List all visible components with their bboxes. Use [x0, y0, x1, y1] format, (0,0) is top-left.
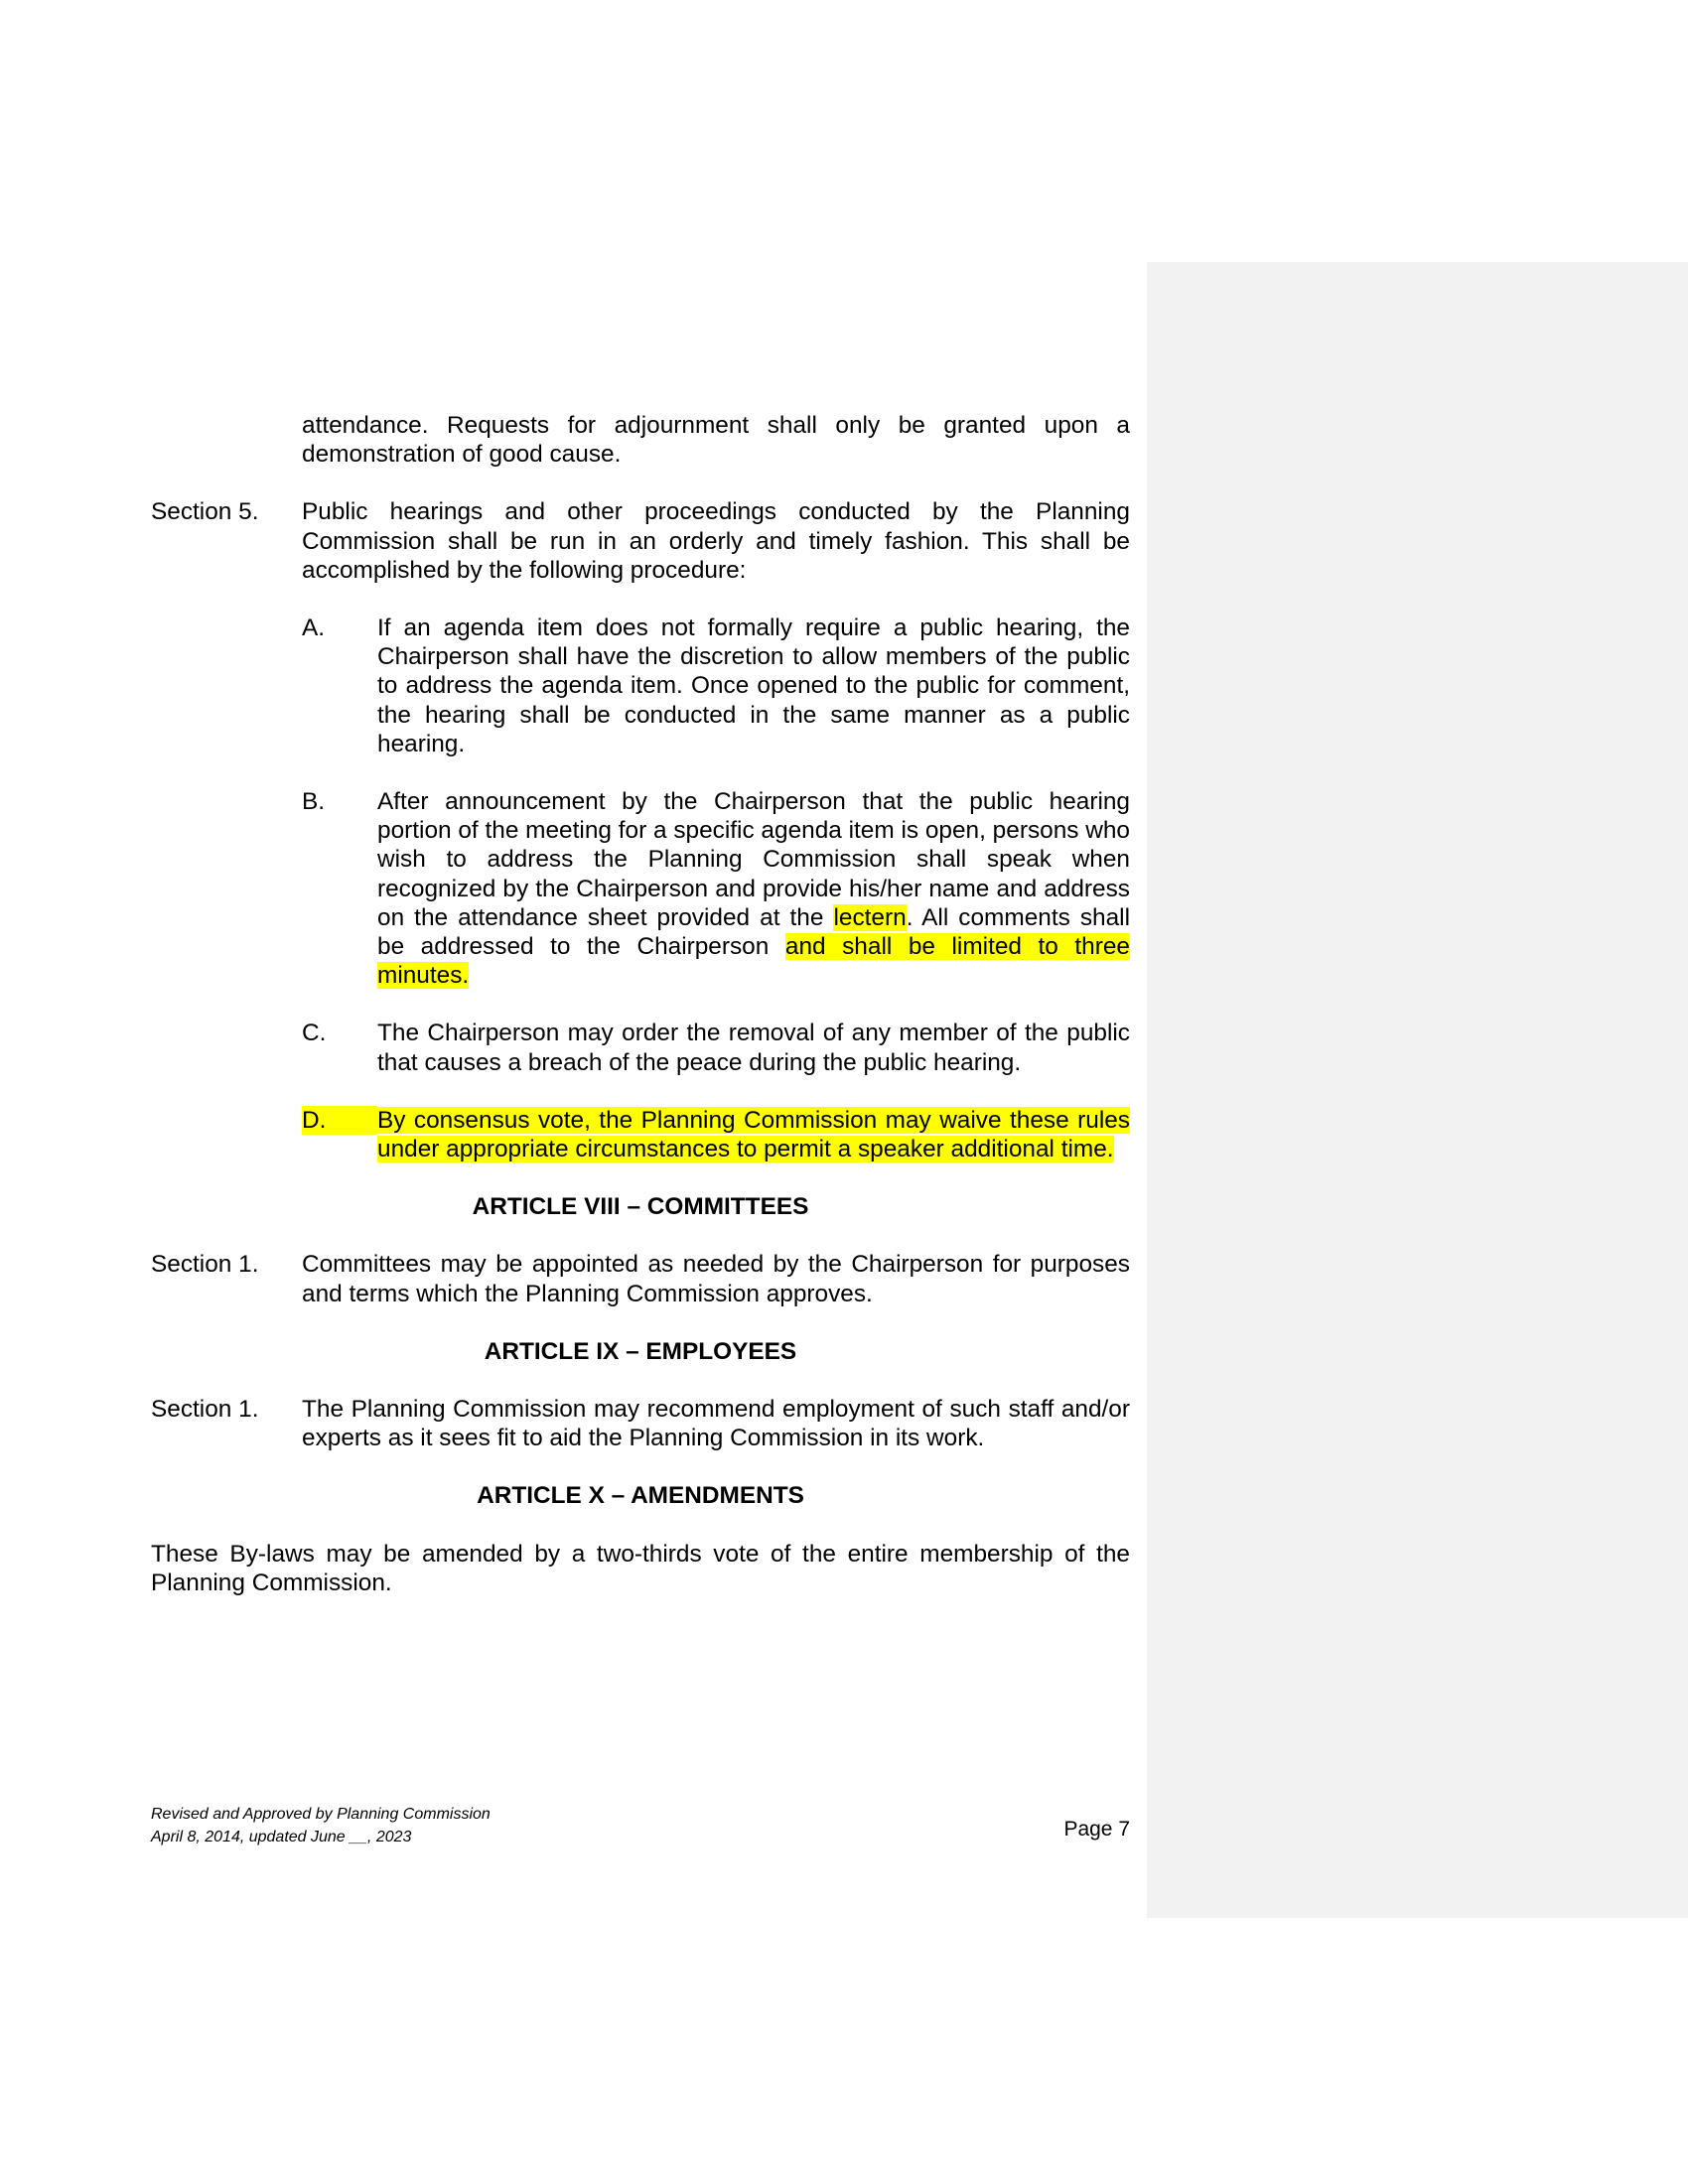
item-letter: B. — [302, 788, 326, 816]
section-label: Section 1. — [151, 1396, 259, 1424]
section-text: The Planning Commission may recommend employment of such staff and/or experts as it sees fit to aid the Planning Commission in its work. — [302, 1396, 1130, 1452]
amendments-paragraph: These By-laws may be amended by a two-thirds vote of the entire membership of the Planning Commission. — [151, 1540, 1130, 1596]
section-text: Committees may be appointed as needed by the Chairperson for purposes and terms which the Planning Commission approves. — [302, 1251, 1130, 1307]
item-text: If an agenda item does not formally require a public hearing, the Chairperson shall have the discretion to allow members of the public to address the agenda item. Once opened to the public for comment, the hearing shall be conducted in the same manner as a public hearing. — [377, 614, 1130, 757]
article-8-section-1 — [151, 1250, 1130, 1307]
section-text: Public hearings and other proceedings conducted by the Planning Commission shall be run in an orderly and timely fashion. This shall be accomplished by the following procedure: — [302, 498, 1130, 584]
section-label: Section 5. — [151, 498, 259, 526]
revision-line-2: April 8, 2014, updated June __, 2023 — [151, 1829, 412, 1845]
page-footer — [151, 1803, 1130, 1850]
item-text-part: . All comments shall be addressed to the Chairperson — [377, 903, 1130, 961]
revision-line-1: Revised and Approved by Planning Commission — [151, 1806, 491, 1823]
list-item-a — [302, 614, 1130, 758]
item-text-part: After announcement by the Chairperson that the public hearing portion of the meeting for a specific agenda item is open, persons who wish to address the Planning Commission shall speak when recognized by the Chairperson and provide his/her name and address on the attendance sheet provided at the — [377, 788, 1130, 931]
article-8-heading: ARTICLE VIII – COMMITTEES — [472, 1193, 809, 1221]
item-letter: C. — [302, 1020, 327, 1047]
item-text — [377, 787, 1130, 990]
continuation-paragraph: attendance. Requests for adjournment shall only be granted upon a demonstration of good cause. — [302, 412, 1130, 469]
section-label: Section 1. — [151, 1251, 259, 1279]
section-5 — [151, 497, 1130, 585]
revision-note — [151, 1803, 491, 1848]
list-item-d — [302, 1106, 1130, 1163]
list-item-b — [302, 787, 1130, 990]
comment-pane — [1147, 262, 1688, 1918]
highlight-time-limit: and shall be limited to three minutes. — [377, 933, 1130, 990]
item-letter: A. — [302, 614, 326, 642]
article-10-heading: ARTICLE X – AMENDMENTS — [477, 1482, 804, 1510]
list-item-c — [302, 1019, 1130, 1076]
highlight-waive-rules: By consensus vote, the Planning Commission may waive these rules under appropriate circumstances to permit a speaker additional time. — [377, 1106, 1130, 1163]
item-text: The Chairperson may order the removal of any member of the public that causes a breach of the peace during the public hearing. — [377, 1020, 1130, 1076]
item-text — [377, 1106, 1130, 1163]
article-9-section-1 — [151, 1395, 1130, 1452]
document-body — [151, 411, 1130, 1597]
article-9-heading: ARTICLE IX – EMPLOYEES — [484, 1337, 797, 1365]
highlight-lectern: lectern — [833, 903, 907, 931]
page-number: Page 7 — [1063, 1818, 1130, 1841]
item-letter: D. — [302, 1106, 377, 1135]
